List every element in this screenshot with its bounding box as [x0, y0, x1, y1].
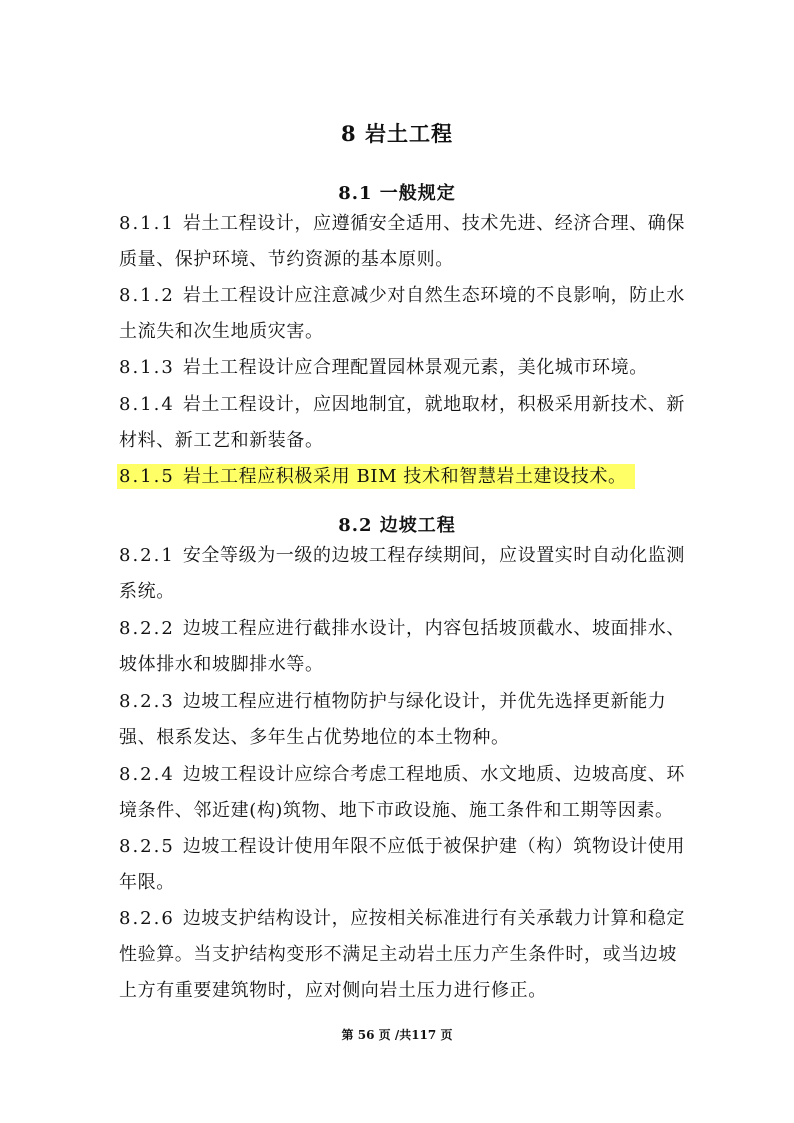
clause-text: 边坡工程应进行植物防护与绿化设计，并优先选择更新能力强、根系发达、多年生占优势地位的本土物种。: [119, 691, 667, 748]
clause-8-2-6: [119, 901, 685, 1009]
clause-text: 岩土工程设计应注意减少对自然生态环境的不良影响，防止水土流失和次生地质灾害。: [119, 285, 686, 342]
clause-number: 8.1.1: [119, 213, 175, 234]
clause-text: 岩土工程应积极采用 BIM 技术和智慧岩土建设技术。: [182, 466, 627, 487]
clause-text: 边坡工程设计使用年限不应低于被保护建（构）筑物设计使用年限。: [119, 836, 686, 893]
highlighted-clause: [117, 464, 635, 489]
total-pages: 117: [411, 1028, 437, 1042]
clause-8-2-3: [119, 684, 685, 756]
page-number: 56: [357, 1028, 375, 1042]
clause-text: 边坡工程应进行截排水设计，内容包括坡顶截水、坡面排水、坡体排水和坡脚排水等。: [119, 618, 686, 675]
clause-text: 安全等级为一级的边坡工程存续期间，应设置实时自动化监测系统。: [119, 545, 686, 602]
clause-number: 8.1.3: [119, 357, 175, 378]
section-title-8-2: 8.2 边坡工程: [338, 515, 456, 536]
clause-8-2-5: [119, 829, 685, 901]
clause-number: 8.2.6: [119, 908, 175, 929]
clause-8-2-1: [119, 538, 685, 610]
clause-8-1-3: [119, 350, 685, 386]
clause-text: 边坡工程设计应综合考虑工程地质、水文地质、边坡高度、环境条件、邻近建(构)筑物、地下市政设施、施工条件和工期等因素。: [119, 764, 686, 821]
clause-number: 8.1.4: [119, 394, 175, 415]
clause-8-2-2: [119, 611, 685, 683]
clause-8-1-1: [119, 206, 685, 278]
clause-text: 岩土工程设计应合理配置园林景观元素，美化城市环境。: [182, 357, 648, 378]
section-title-8-1: 8.1 一般规定: [338, 183, 456, 204]
clause-number: 8.2.1: [119, 545, 175, 566]
chapter-title: 8 岩土工程: [341, 121, 453, 146]
clause-number: 8.2.3: [119, 691, 175, 712]
clause-number: 8.2.4: [119, 764, 175, 785]
clause-text: 岩土工程设计，应遵循安全适用、技术先进、经济合理、确保质量、保护环境、节约资源的基本原则。: [119, 213, 686, 270]
clause-text: 边坡支护结构设计，应按相关标准进行有关承载力计算和稳定性验算。当支护结构变形不满足主动岩土压力产生条件时，或当边坡上方有重要建筑物时，应对侧向岩土压力进行修正。: [119, 908, 686, 1001]
clause-number: 8.2.2: [119, 618, 175, 639]
clause-text: 岩土工程设计，应因地制宜，就地取材，积极采用新技术、新材料、新工艺和新装备。: [119, 394, 686, 451]
clause-number: 8.1.2: [119, 285, 175, 306]
page-suffix: 页: [378, 1028, 391, 1042]
total-suffix: 页: [440, 1028, 453, 1042]
clause-8-1-2: [119, 278, 685, 350]
clause-number: 8.1.5: [119, 466, 175, 487]
clause-number: 8.2.5: [119, 836, 175, 857]
page-prefix: 第: [341, 1028, 354, 1042]
clause-8-1-4: [119, 387, 685, 459]
total-prefix: /共: [394, 1028, 412, 1042]
clause-8-2-4: [119, 757, 685, 829]
page-footer: [0, 1026, 794, 1043]
clause-8-1-5: [119, 459, 685, 495]
